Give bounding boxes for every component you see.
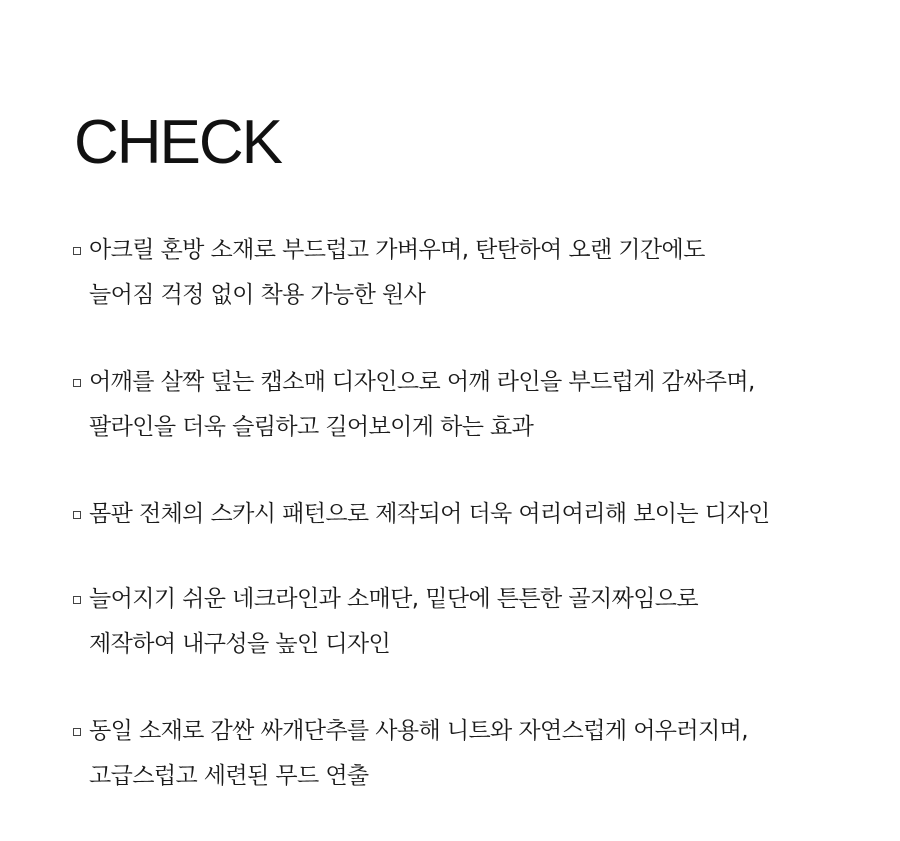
list-item-text: 팔라인을 더욱 슬림하고 길어보이게 하는 효과 [89,414,534,440]
square-bullet-icon [73,247,81,255]
list-item-text: 몸판 전체의 스카시 패턴으로 제작되어 더욱 여리여리해 보이는 디자인 [89,501,770,527]
list-item-text: 늘어짐 걱정 없이 착용 가능한 원사 [89,282,426,308]
square-bullet-icon [73,596,81,604]
list-item-text: 아크릴 혼방 소재로 부드럽고 가벼우며, 탄탄하여 오랜 기간에도 [89,237,705,263]
list-item-text: 동일 소재로 감싼 싸개단추를 사용해 니트와 자연스럽게 어우러지며, [89,718,748,744]
list-item [72,709,872,799]
page-title: CHECK [74,108,282,177]
list-item [72,360,872,450]
check-list [72,228,872,841]
list-item-text: 늘어지기 쉬운 네크라인과 소매단, 밑단에 튼튼한 골지짜임으로 [89,586,699,612]
list-item [72,492,872,537]
list-item [72,577,872,667]
list-item-text: 어깨를 살짝 덮는 캡소매 디자인으로 어깨 라인을 부드럽게 감싸주며, [89,369,755,395]
list-item [72,228,872,318]
list-item-text: 고급스럽고 세련된 무드 연출 [89,763,369,789]
square-bullet-icon [73,728,81,736]
square-bullet-icon [73,511,81,519]
list-item-text: 제작하여 내구성을 높인 디자인 [89,631,391,657]
square-bullet-icon [73,379,81,387]
